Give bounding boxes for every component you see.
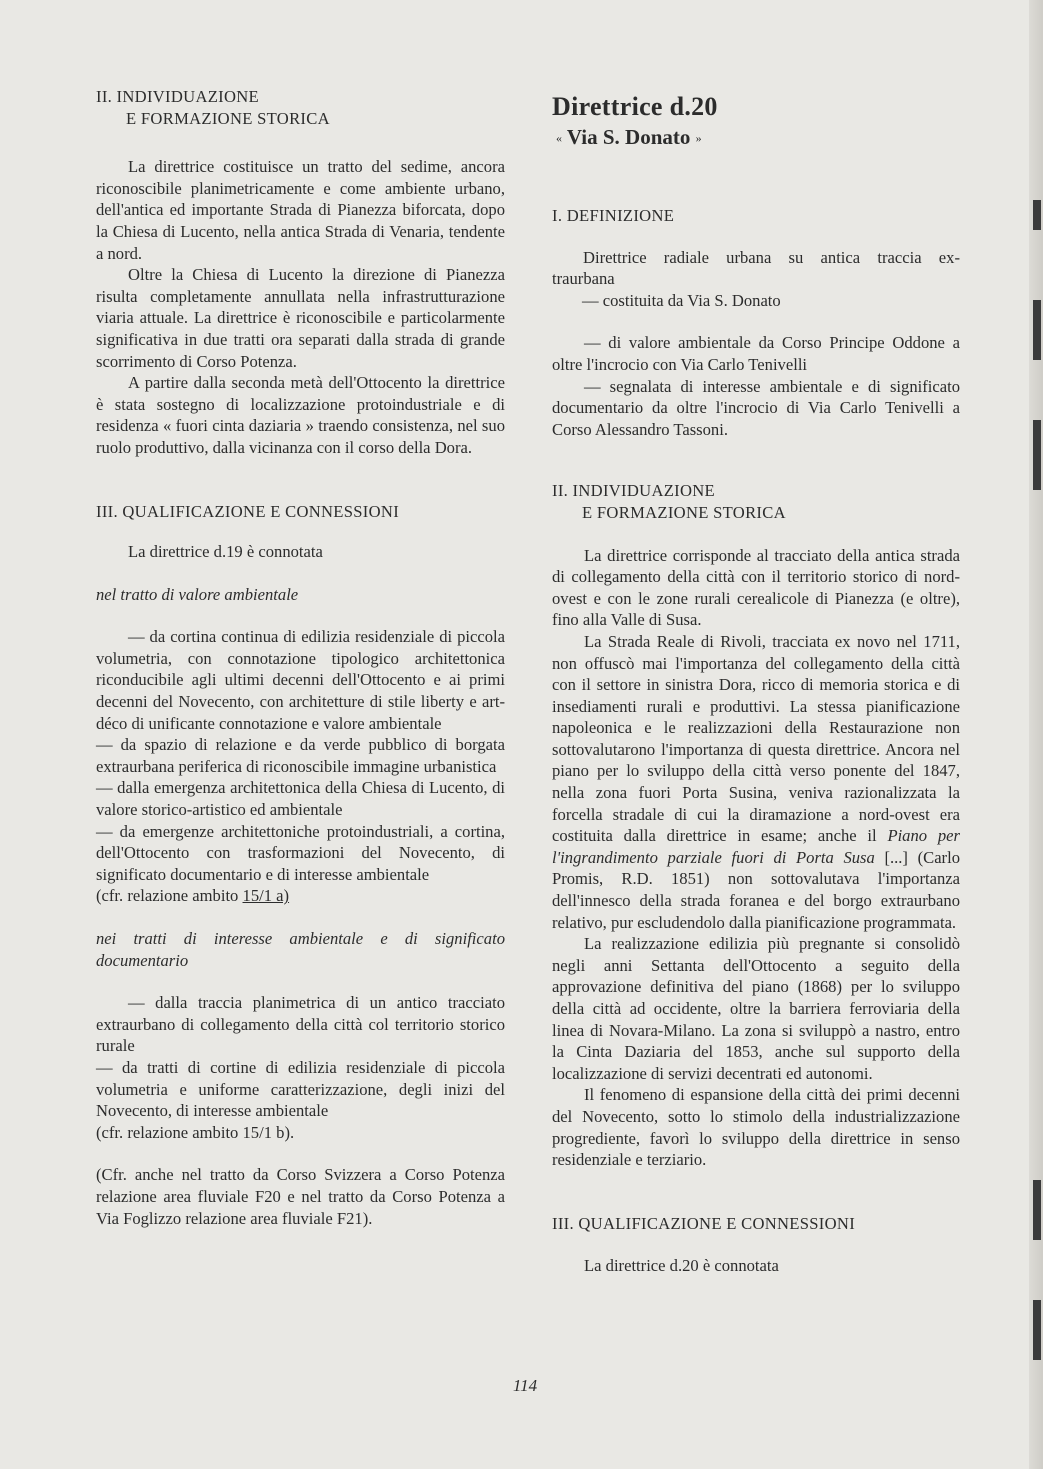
list-item: — da spazio di relazione e da verde pubblico di borgata extraurbana periferica di riconoscibile immagine urbanistica (96, 735, 505, 776)
left-section-2-paragraph-2: Oltre la Chiesa di Lucento la direzione di Pianezza risulta completamente annullata nella infrastrutturazione viaria attuale. La direttrice è riconoscibile e particolarmente significativa in due tratti ora separati dalla strada di grande scorrimento di Corso Potenza. (96, 265, 505, 371)
right-column (552, 92, 960, 1277)
definition-line: traurbana (552, 269, 615, 289)
list-item: — dalla traccia planimetrica di un antico tracciato extraurbano di collegamento della città col territorio storico rurale (96, 993, 505, 1056)
edge-mark (1033, 1300, 1041, 1360)
definition-line: — costituita da Via S. Donato (582, 290, 781, 310)
edge-mark (1033, 200, 1041, 230)
left-section-2-heading-line-1: II. INDIVIDUAZIONE (96, 87, 259, 106)
definition-line: Direttrice radiale urbana su antica traccia ex- (583, 247, 960, 267)
left-subsection-2-list (96, 992, 505, 1143)
paragraph-2-part-a: La Strada Reale di Rivoli, tracciata ex novo nel 1711, non offuscò mai l'importanza del collegamento della città con il settore in sinistra Dora, ricco di memoria storica e di insediamenti rurali e produttivi. La stessa pianificazione napoleonica e le realizzazioni della Restaurazione non sottovalutarono l'importanza di questa direttrice. Ancora nel piano per lo sviluppo della città verso ponente del 1847, nella zona fuori Porta Susina, veniva razionalizzata la forcella stradale di cui la diramazione a nord-ovest era costituita dalla direttrice in esame; anche il (552, 631, 960, 846)
edge-mark (1033, 420, 1041, 490)
left-subsection-1-list (96, 626, 505, 907)
quote-close: » (695, 131, 702, 145)
left-section-2-paragraph-1: La direttrice costituisce un tratto del sedime, ancora riconoscibile planimetricamente e come ambiente urbano, dell'antica ed importante Strada di Pianezza biforcata, dopo la Chiesa di Lucento, nella antica Strada di Venaria, tendente a nord. (96, 157, 505, 263)
quote-open: « (556, 131, 562, 145)
right-section-2-heading (552, 480, 960, 523)
page-edge (1029, 0, 1043, 1469)
page-number: 114 (512, 1376, 538, 1395)
list-item: — da emergenze architettoniche protoindustriali, a cortina, dell'Ottocento con trasformazioni del Novecento, di significato documentario e di interesse ambientale (96, 821, 505, 884)
right-section-2-paragraph-1: La direttrice corrisponde al tracciato della antica strada di collegamento della città con il territorio storico di nord-ovest e con le zone rurali cerealicole di Pianezza (e oltre), fino alla Valle di Susa. (552, 545, 960, 630)
reference-prefix: (cfr. relazione ambito (96, 886, 243, 906)
page-title: Direttrice d.20 (552, 92, 718, 121)
right-section-1-heading: I. DEFINIZIONE (552, 206, 675, 225)
list-item: — da tratti di cortine di edilizia residenziale di piccola volumetria e uniforme caratterizzazione, degli inizi del Novecento, di interesse ambientale (96, 1057, 505, 1121)
left-section-2-heading-line-2: E FORMAZIONE STORICA (126, 108, 330, 128)
right-section-3-heading: III. QUALIFICAZIONE E CONNESSIONI (552, 1213, 856, 1233)
edge-mark (1033, 300, 1041, 360)
paragraph-2-part-b: [...] (Carlo Promis, R.D. 1851) non sottovalutava l'importanza dell'innesco della strada foranea e del borgo extraurbano relativo, pur escludendolo dalla pianificazione programmata. (552, 847, 960, 932)
left-section-3-heading: III. QUALIFICAZIONE E CONNESSIONI (96, 501, 400, 521)
left-subsection-1-reference (96, 885, 505, 907)
definition-item: — segnalata di interesse ambientale e di significato documentario da oltre l'incrocio di Via Carlo Tenivelli a Corso Alessandro Tassoni. (552, 376, 960, 439)
right-section-2-paragraph-3: La realizzazione edilizia più pregnante si consolidò negli anni Settanta dell'Ottocento a seguito della approvazione definitiva del piano (1868) per lo sviluppo della città ad occidente, oltre la barriera ferroviaria della linea di Novara-Milano. La zona si sviluppò a nastro, entro la Cinta Daziaria del 1853, anche sul supporto della localizzazione di servizi decentrati ed autonomi. (552, 934, 960, 1083)
right-section-2-heading-line-1: II. INDIVIDUAZIONE (552, 481, 715, 501)
left-column (96, 86, 505, 1229)
list-item: — da cortina continua di edilizia residenziale di piccola volumetria, con connotazione tipologico architettonica riconducibile agli ultimi decenni dell'Ottocento e ai primi decenni del Novecento, con architetture di stile liberty e art-déco di unificante connotazione e valore ambientale (96, 627, 505, 733)
left-section-3-intro: La direttrice d.19 è connotata (128, 542, 323, 562)
right-section-3-intro: La direttrice d.20 è connotata (584, 1256, 779, 1276)
edge-mark (1033, 1180, 1041, 1240)
right-section-2-paragraph-4: Il fenomeno di espansione della città dei primi decenni del Novecento, sotto lo stimolo della industrializzazione progrediente, favorì lo sviluppo della direttrice in senso residenziale e terziario. (552, 1085, 960, 1170)
left-section-2-heading (96, 86, 505, 129)
right-section-1-body (552, 247, 960, 441)
right-section-2-paragraph-2 (552, 631, 960, 933)
subtitle-text: Via S. Donato (566, 125, 691, 149)
left-subsection-1-title: nel tratto di valore ambientale (96, 584, 299, 604)
left-subsection-2-reference: (cfr. relazione ambito 15/1 b). (96, 1122, 295, 1142)
left-section-2-paragraph-3: A partire dalla seconda metà dell'Ottocento la direttrice è stata sostegno di localizzazione protoindustriale e di residenza « fuori cinta daziaria » traendo consistenza, nel suo ruolo produttivo, dalla vicinanza con il corso della Dora. (96, 373, 505, 457)
left-subsection-2-title: nei tratti di interesse ambientale e di significato documentario (96, 929, 505, 970)
reference-link[interactable]: 15/1 a) (242, 886, 290, 906)
page-subtitle (556, 124, 960, 151)
paragraph-2-italic-title: Piano per l'ingrandimento parziale fuori di Porta Susa (552, 826, 960, 867)
left-note: (Cfr. anche nel tratto da Corso Svizzera a Corso Potenza relazione area fluviale F20 e nel tratto da Corso Potenza a Via Foglizzo relazione area fluviale F21). (96, 1165, 505, 1228)
list-item: — dalla emergenza architettonica della Chiesa di Lucento, di valore storico-artistico ed ambientale (96, 778, 505, 820)
definition-item: — di valore ambientale da Corso Principe Oddone a oltre l'incrocio con Via Carlo Tenivelli (552, 333, 960, 374)
right-section-2-heading-line-2: E FORMAZIONE STORICA (582, 502, 786, 522)
